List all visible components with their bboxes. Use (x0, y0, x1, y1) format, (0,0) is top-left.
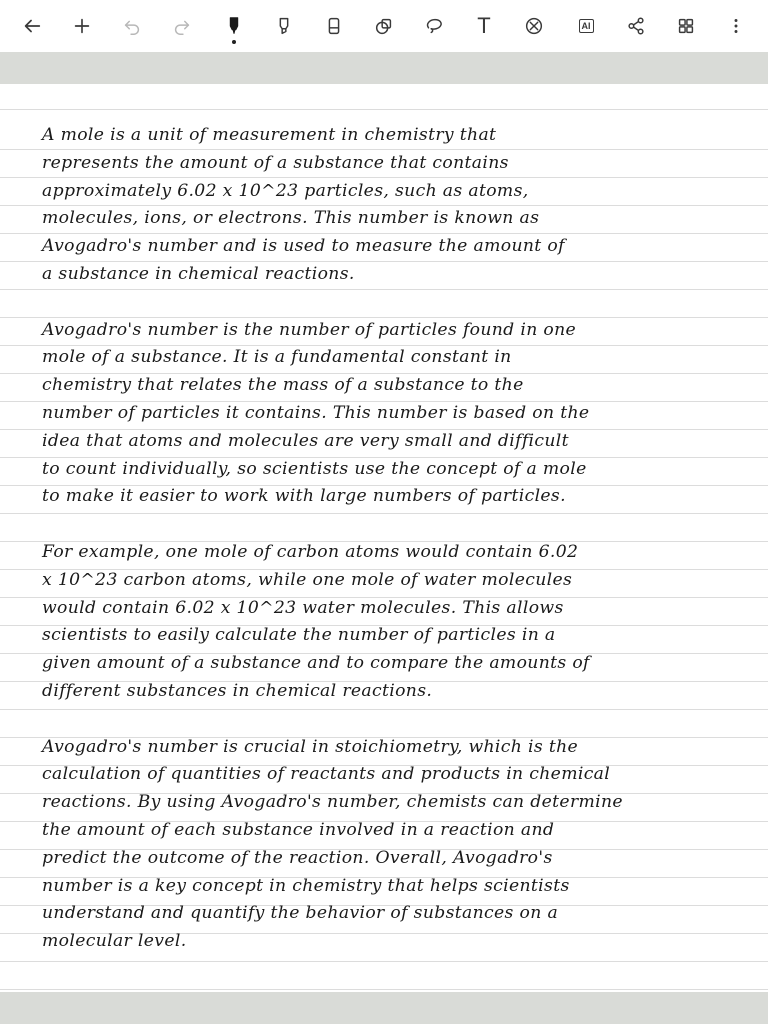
note-paragraph (42, 539, 742, 706)
toolbar (0, 0, 768, 52)
note-line: For example, one mole of carbon atoms would contain 6.02 (42, 541, 579, 562)
plus-icon[interactable] (66, 10, 98, 42)
text-tool-label: T (477, 13, 491, 38)
note-line: chemistry that relates the mass of a substance to the (42, 375, 524, 396)
note-line: Avogadro's number is crucial in stoichiometry, which is the (42, 736, 579, 757)
note-line: number of particles it contains. This number is based on the (42, 402, 590, 423)
note-line: molecules, ions, or electrons. This number is known as (42, 208, 540, 229)
ai-label: AI (579, 19, 594, 33)
handwritten-notes (42, 122, 742, 984)
highlighter-icon[interactable] (268, 10, 300, 42)
note-line: reactions. By using Avogadro's number, chemists can determine (42, 792, 623, 813)
shape-icon[interactable] (368, 10, 400, 42)
note-line: number is a key concept in chemistry that helps scientists (42, 875, 570, 896)
note-line: different substances in chemical reactions. (42, 680, 433, 701)
more-vertical-icon[interactable] (720, 10, 752, 42)
grid-icon[interactable] (670, 10, 702, 42)
note-line: represents the amount of a substance that contains (42, 152, 509, 173)
lasso-icon[interactable] (418, 10, 450, 42)
note-paragraph (42, 122, 742, 289)
note-line: scientists to easily calculate the number of particles in a (42, 625, 556, 646)
back-arrow-icon[interactable] (16, 10, 48, 42)
note-line: a substance in chemical reactions. (42, 263, 355, 284)
note-page[interactable] (0, 84, 768, 992)
note-line: would contain 6.02 x 10^23 water molecules. This allows (42, 597, 564, 618)
note-line: mole of a substance. It is a fundamental constant in (42, 347, 512, 368)
pen-icon[interactable] (218, 10, 250, 42)
ruler-icon[interactable] (518, 10, 550, 42)
note-line: Avogadro's number and is used to measure the amount of (42, 236, 565, 257)
note-line: approximately 6.02 x 10^23 particles, such as atoms, (42, 180, 529, 201)
note-line: to count individually, so scientists use the concept of a mole (42, 458, 587, 479)
text-tool-icon[interactable] (468, 10, 500, 42)
note-line: given amount of a substance and to compare the amounts of (42, 653, 590, 674)
note-line: understand and quantify the behavior of substances on a (42, 903, 559, 924)
note-line: idea that atoms and molecules are very small and difficult (42, 430, 569, 451)
undo-icon[interactable] (116, 10, 148, 42)
redo-icon[interactable] (166, 10, 198, 42)
note-paragraph (42, 317, 742, 512)
note-line: calculation of quantities of reactants and products in chemical (42, 764, 611, 785)
note-paragraph (42, 734, 742, 956)
note-line: predict the outcome of the reaction. Overall, Avogadro's (42, 847, 553, 868)
share-icon[interactable] (620, 10, 652, 42)
eraser-icon[interactable] (318, 10, 350, 42)
note-line: to make it easier to work with large numbers of particles. (42, 486, 566, 507)
note-line: x 10^23 carbon atoms, while one mole of water molecules (42, 569, 573, 590)
note-line: A mole is a unit of measurement in chemistry that (42, 125, 497, 145)
ai-button[interactable] (570, 10, 602, 42)
active-tool-indicator (232, 40, 236, 44)
note-line: the amount of each substance involved in a reaction and (42, 819, 555, 840)
note-line: molecular level. (42, 931, 187, 952)
note-line: Avogadro's number is the number of particles found in one (42, 319, 577, 340)
